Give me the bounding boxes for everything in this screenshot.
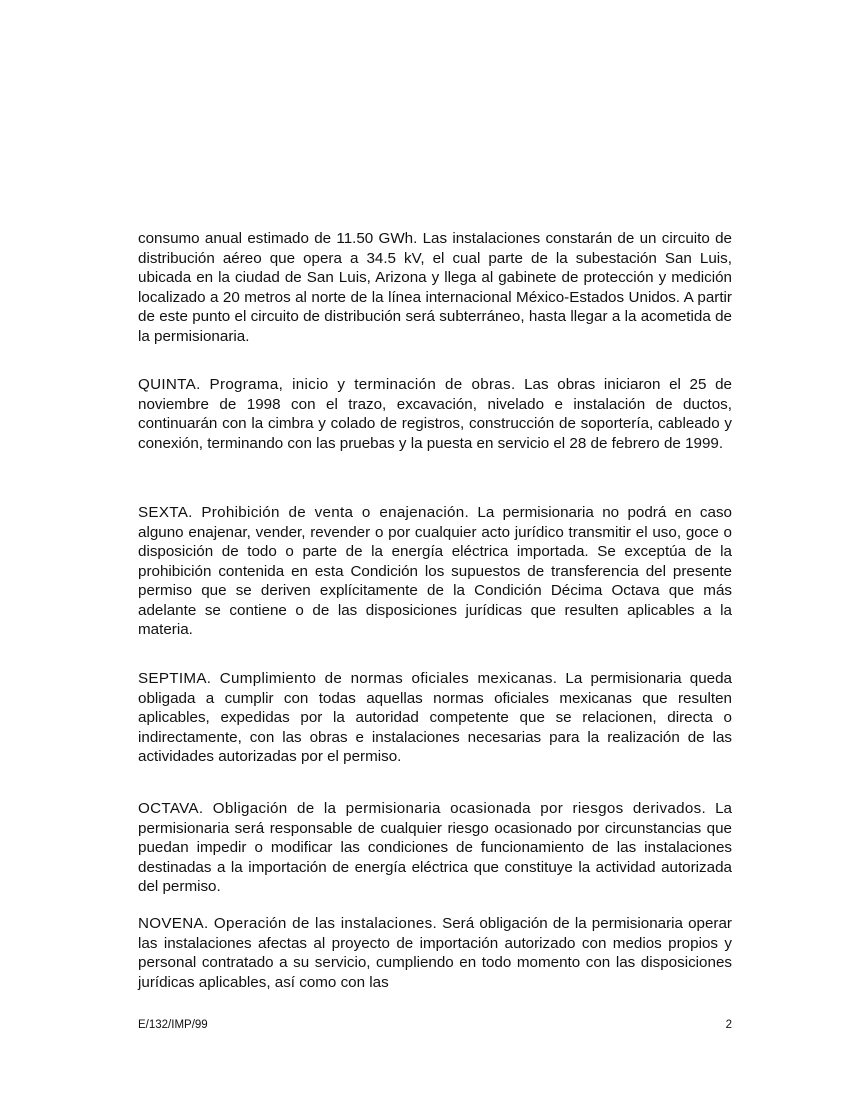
paragraph-octava bbox=[138, 799, 732, 897]
clause-lead: QUINTA bbox=[138, 376, 197, 393]
paragraph-text: La permisionaria no podrá en caso alguno enajenar, vender, revender o por cualquier acto jurídico transmitir el uso, goce o disposición de todo o parte de la energía eléctrica importada. Se exceptúa de la prohibición contenida en esta Condición los supuestos de transferencia del presente permiso que se deriven explícitamente de la Condición Décima Octava que más adelante se contiene o de las disposiciones jurídicas que resulten aplicables a la materia. bbox=[138, 504, 732, 638]
paragraph-continuation bbox=[138, 229, 732, 346]
clause-lead: OCTAVA bbox=[138, 800, 199, 817]
paragraph-text: La permisionaria será responsable de cualquier riesgo ocasionado por circunstancias que puedan impedir o modificar las condiciones de funcionamiento de las instalaciones destinadas a la importación de energía eléctrica que constituye la actividad autorizada del permiso. bbox=[138, 800, 732, 895]
clause-lead: SEPTIMA bbox=[138, 670, 207, 687]
paragraph-septima bbox=[138, 669, 732, 767]
page-number: 2 bbox=[725, 1019, 732, 1031]
paragraph-text: Las obras iniciaron el 25 de noviembre de 1998 con el trazo, excavación, nivelado e instalación de ductos, continuarán con la cimbra y colado de registros, construcción de soportería, cableado y conexión, terminando con las pruebas y la puesta en servicio el 28 de febrero de 1999. bbox=[138, 376, 732, 452]
document-reference: E/132/IMP/99 bbox=[138, 1019, 208, 1031]
clause-lead: NOVENA bbox=[138, 915, 204, 932]
clause-title: . Prohibición de venta o enajenación. bbox=[188, 504, 470, 521]
clause-title: . Programa, inicio y terminación de obras. bbox=[196, 376, 516, 393]
clause-title: . Cumplimiento de normas oficiales mexicanas. bbox=[206, 670, 558, 687]
clause-lead: SEXTA bbox=[138, 504, 189, 521]
paragraph-text: Será obligación de la permisionaria operar las instalaciones afectas al proyecto de importación autorizado con medios propios y personal contratado a su servicio, cumpliendo en todo momento con las disposiciones jurídicas aplicables, así como con las bbox=[138, 915, 732, 991]
paragraph-novena bbox=[138, 914, 732, 992]
paragraph-quinta bbox=[138, 375, 732, 453]
page-footer bbox=[138, 1019, 732, 1031]
clause-title: . Operación de las instalaciones. bbox=[203, 915, 437, 932]
paragraph-text: consumo anual estimado de 11.50 GWh. Las instalaciones constarán de un circuito de distribución aéreo que opera a 34.5 kV, el cual parte de la subestación San Luis, ubicada en la ciudad de San Luis, Arizona y llega al gabinete de protección y medición localizado a 20 metros al norte de la línea internacional México-Estados Unidos. A partir de este punto el circuito de distribución será subterráneo, hasta llegar a la acometida de la permisionaria. bbox=[138, 230, 732, 345]
paragraph-text: La permisionaria queda obligada a cumplir con todas aquellas normas oficiales mexicanas que resulten aplicables, expedidas por la autoridad competente que se relacionen, directa o indirectamente, con las obras e instalaciones necesarias para la realización de las actividades autorizadas por el permiso. bbox=[138, 670, 732, 765]
clause-title: . Obligación de la permisionaria ocasionada por riesgos derivados. bbox=[198, 800, 706, 817]
paragraph-sexta bbox=[138, 503, 732, 640]
